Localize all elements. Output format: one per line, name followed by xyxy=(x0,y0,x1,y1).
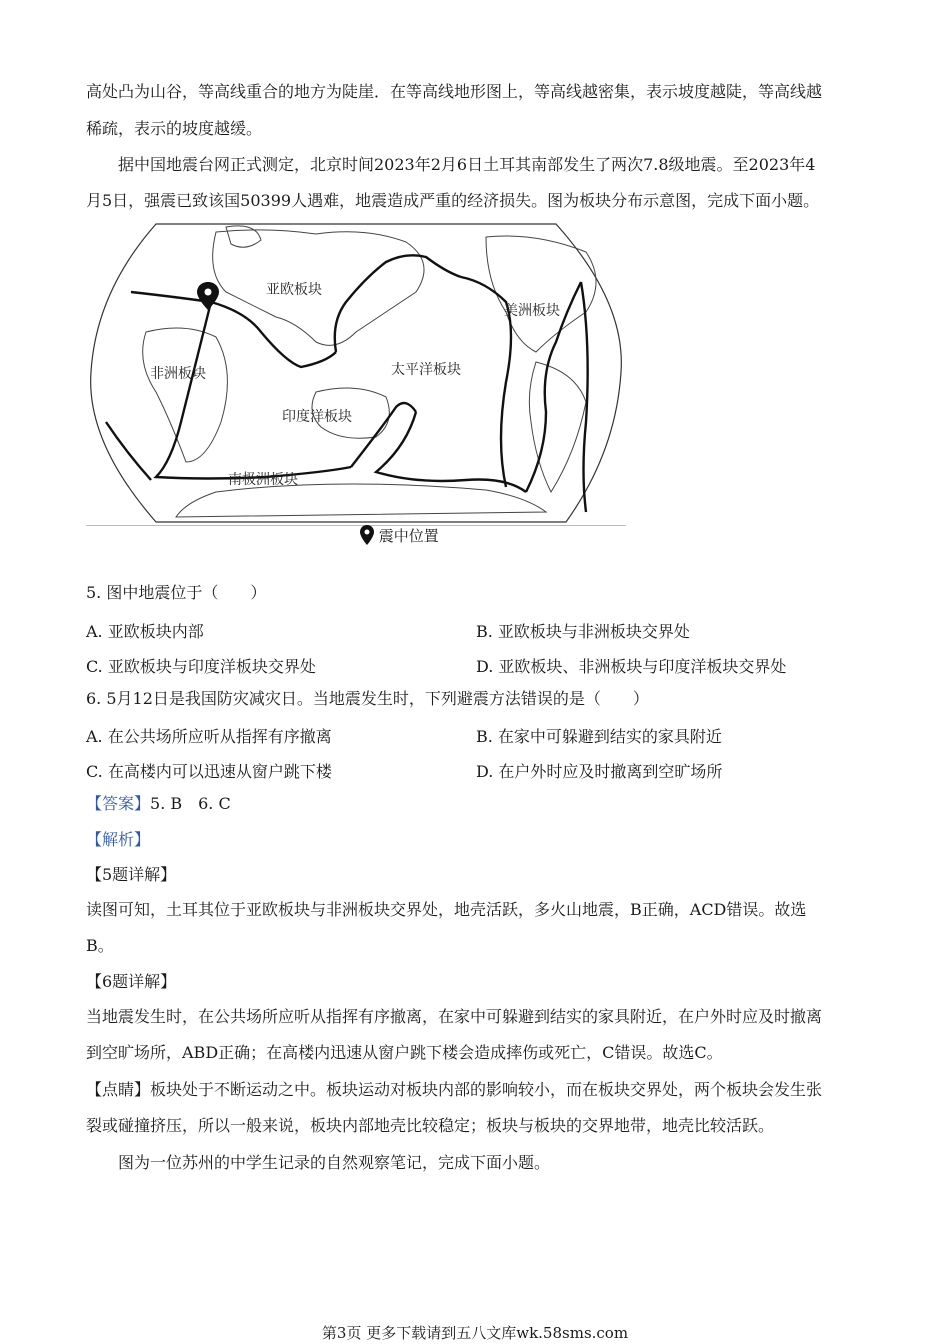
next-intro: 图为一位苏州的中学生记录的自然观察笔记，完成下面小题。 xyxy=(118,1153,551,1172)
label-eurasian-plate: 亚欧板块 xyxy=(266,282,322,298)
answer-line xyxy=(86,794,231,814)
q5-option-b: B. 亚欧板块与非洲板块交界处 xyxy=(476,622,690,641)
detail6-line-1: 当地震发生时，在公共场所应听从指挥有序撤离，在家中可躲避到结实的家具附近，在户外时应及时撤离 xyxy=(86,1007,823,1026)
intro-line-1: 高处凸为山谷，等高线重合的地方为陡崖．在等高线地形图上，等高线越密集，表示坡度越陡，等高线越 xyxy=(86,82,823,101)
q5-option-a: A. 亚欧板块内部 xyxy=(86,622,204,641)
label-indian-plate: 印度洋板块 xyxy=(282,409,352,425)
q5-stem: 5. 图中地震位于（ ） xyxy=(86,583,267,602)
analysis-tag: 【解析】 xyxy=(86,830,151,849)
detail6-line-2: 到空旷场所，ABD正确；在高楼内迅速从窗户跳下楼会造成摔伤或死亡，C错误。故选C。 xyxy=(86,1043,723,1062)
label-antarctic-plate: 南极洲板块 xyxy=(228,472,298,488)
q5-option-c: C. 亚欧板块与印度洋板块交界处 xyxy=(86,657,316,676)
location-pin-icon xyxy=(360,525,374,545)
answer-text: 5. B 6. C xyxy=(150,794,231,813)
label-american-plate: 美洲板块 xyxy=(504,303,560,319)
answer-tag: 【答案】 xyxy=(86,794,151,813)
detail5-line-1: 读图可知，土耳其位于亚欧板块与非洲板块交界处，地壳活跃，多火山地震，B正确，ACD错误。故选 xyxy=(86,900,807,919)
intro-line-2: 稀疏，表示的坡度越缓。 xyxy=(86,119,263,138)
plate-map xyxy=(86,222,626,527)
detail5-line-2: B。 xyxy=(86,936,114,955)
context-line-1: 据中国地震台网正式测定，北京时间2023年2月6日土耳其南部发生了两次7.8级地震。至2023年4 xyxy=(118,155,816,174)
plate-map-figure xyxy=(86,222,626,527)
detail6-title: 【6题详解】 xyxy=(86,972,177,991)
q6-option-c: C. 在高楼内可以迅速从窗户跳下楼 xyxy=(86,762,332,781)
detail5-title: 【5题详解】 xyxy=(86,865,177,884)
q6-stem: 6. 5月12日是我国防灾减灾日。当地震发生时，下列避震方法错误的是（ ） xyxy=(86,689,649,708)
map-legend xyxy=(360,525,439,546)
legend-label: 震中位置 xyxy=(378,527,439,545)
q6-option-a: A. 在公共场所应听从指挥有序撤离 xyxy=(86,727,332,746)
q6-option-d: D. 在户外时应及时撤离到空旷场所 xyxy=(476,762,723,781)
map-divider xyxy=(86,525,626,526)
tip-line-1: 【点睛】板块处于不断运动之中。板块运动对板块内部的影响较小，而在板块交界处，两个板块会发生张 xyxy=(86,1080,823,1099)
q5-option-d: D. 亚欧板块、非洲板块与印度洋板块交界处 xyxy=(476,657,787,676)
label-african-plate: 非洲板块 xyxy=(150,366,206,382)
page-footer: 第3页 更多下载请到五八文库wk.58sms.com xyxy=(321,1324,629,1342)
label-pacific-plate: 太平洋板块 xyxy=(391,362,461,378)
tip-line-2: 裂或碰撞挤压，所以一般来说，板块内部地壳比较稳定；板块与板块的交界地带，地壳比较活跃。 xyxy=(86,1116,775,1135)
q6-option-b: B. 在家中可躲避到结实的家具附近 xyxy=(476,727,722,746)
context-line-2: 月5日，强震已致该国50399人遇难，地震造成严重的经济损失。图为板块分布示意图，完成下面小题。 xyxy=(86,191,820,210)
